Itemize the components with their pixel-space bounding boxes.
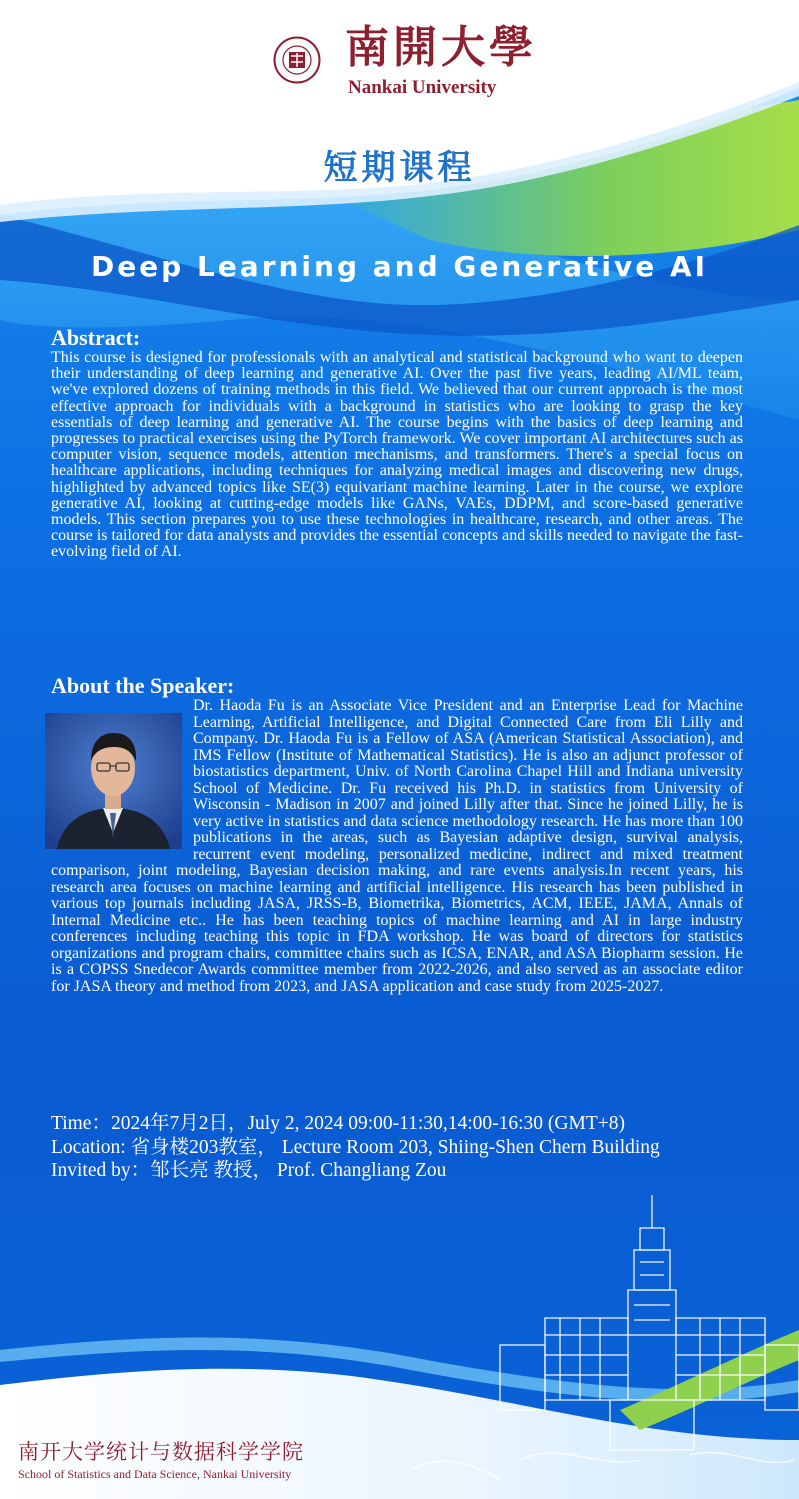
school-name-en: School of Statistics and Data Science, Nankai University — [18, 1467, 292, 1481]
course-type-label: 短期课程 — [323, 148, 476, 188]
event-time: Time：2024年7月2日，July 2, 2024 09:00-11:30,14:00-16:30 (GMT+8) — [51, 1113, 625, 1134]
university-name-cn: 南開大學 — [345, 22, 537, 73]
university-name-en: Nankai University — [348, 77, 497, 98]
speaker-bio-text: Dr. Haoda Fu is an Associate Vice President and an Enterprise Lead for Machine Learning, Artificial Intelligence, and Digital Connected Care from Eli Lilly and Company. Dr. Haoda Fu is a Fellow of ASA (American Statistical Association), and IMS Fellow (Institute of Mathematical Statistics). He is also an adjunct professor of biostatistics department, Univ. of North Carolina Chapel Hill and Indiana university School of Medicine. Dr. Fu received his Ph.D. in statistics from University of Wisconsin - Madison in 2007 and joined Lilly after that. Since he joined Lilly, he is very active in statistics and data science methodology research. He has more than 100 publications in the areas, such as Bayesian adaptive design, survival analysis, recurrent event modeling, personalized medicine, indirect and mixed treatment comparison, joint modeling, Bayesian decision making, and rare events analysis.In recent years, his research area focuses on machine learning and artificial intelligence. His research has been published in various top journals including JASA, JRSS-B, Biometrika, Biometrics, ACM, IEEE, JAMA, Annals of Internal Medicine etc.. He has been teaching topics of machine learning and AI in large industry conferences including teaching this topic in FDA workshop. He was board of directors for statistics organizations and program chairs, committee chairs such as ICSA, ENAR, and ASA Biopharm session. He is a COPSS Snedecor Awards committee member from 2022-2026, and also served as an associate editor for JASA theory and method from 2023, and JASA application and case study from 2025-2027. — [51, 697, 743, 995]
university-seal-icon — [273, 36, 321, 84]
event-location: Location: 省身楼203教室， Lecture Room 203, Shiing-Shen Chern Building — [51, 1136, 660, 1158]
abstract-body: This course is designed for professionals with an analytical and statistical background who want to deepen their understanding of deep learning and generative AI. Over the past five years, leading AI/ML team, we've explored dozens of training methods in this field. We believed that our current approach is the most effective approach for individuals with a background in statistics who are looking to grasp the key essentials of deep learning and generative AI. The course begins with the basics of deep learning and progresses to practical exercises using the PyTorch framework. We cover important AI architectures such as computer vision, sequence models, attention mechanisms, and transformers. There's a special focus on healthcare applications, including techniques for analyzing medical images and discovering new drugs, highlighted by advanced topics like SE(3) equivariant machine learning. Later in the course, we explore generative AI, looking at cutting-edge models like GANs, VAEs, DDPM, and score-based generative models. This section prepares you to use these technologies in healthcare, research, and other areas. The course is tailored for data analysts and provides the essential concepts and skills needed to navigate the fast-evolving field of AI. — [51, 349, 743, 561]
school-name-cn: 南开大学统计与数据科学学院 — [18, 1440, 304, 1464]
event-invited-by: Invited by：邹长亮 教授， Prof. Changliang Zou — [51, 1160, 447, 1181]
photo-spacer — [51, 698, 193, 860]
event-info — [51, 1112, 731, 1183]
speaker-bio — [51, 698, 743, 995]
abstract-heading: Abstract: — [51, 325, 141, 350]
course-title: Deep Learning and Generative AI — [90, 250, 709, 283]
speaker-heading: About the Speaker: — [51, 673, 235, 698]
